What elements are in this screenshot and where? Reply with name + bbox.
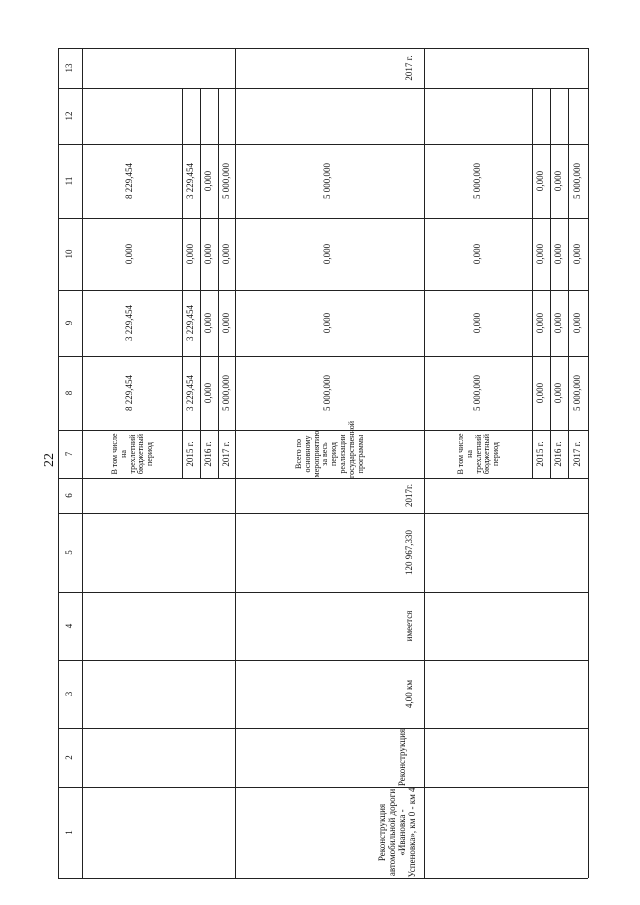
block1-year-col10: 0,000 [185,243,195,265]
block2-label: Всего по основному мероприятию за весь период реализации государственной программы [294,420,365,478]
block1-col8: 8 229,454 [124,375,134,411]
block3-year: 2015 г. [535,441,545,467]
block1-year-col11: 0,000 [203,170,213,192]
block3-year-col9: 0,000 [535,312,545,334]
road-length: 4,00 км [404,679,414,709]
block3-year-col9: 0,000 [572,312,582,334]
table-border-bottom [58,878,588,879]
block1-col11: 8 229,454 [124,163,134,199]
year-row-line [568,88,569,478]
block3-year-col11: 0,000 [553,170,563,192]
column-line [58,728,588,729]
block1-year: 2015 г. [185,441,195,467]
block3-col9: 0,000 [471,312,482,334]
column-line [58,592,588,593]
block1-year-col9: 3 229,454 [185,305,195,341]
completion-year: 2017г. [404,484,414,507]
block1-year-col8: 5 000,000 [220,375,231,411]
page-number: 22 [42,453,57,467]
block1-year-col11: 3 229,454 [185,163,195,199]
block-line [424,48,425,478]
block3-year: 2016 г. [553,441,563,467]
block1-year: 2017 г. [220,441,231,467]
block3-year-col10: 0,000 [535,243,545,265]
column-header-10: 10 [64,249,74,259]
block1-year-col11: 5 000,000 [220,163,231,199]
column-line [58,787,588,788]
block1-year-col9: 0,000 [220,312,231,334]
block3-year-col9: 0,000 [553,312,563,334]
block1-col10: 0,000 [124,243,134,265]
column-line [58,513,588,514]
column-header-11: 11 [64,176,74,186]
total-cost: 120 967,330 [404,530,414,575]
year-row-line [200,88,201,478]
block2-col9: 0,000 [321,312,332,334]
column-header-9: 9 [64,320,74,326]
block2-col13: 2017 г. [404,55,414,81]
header-row-line [82,48,83,878]
block3-year-col8: 0,000 [553,382,563,404]
block2-col8: 5 000,000 [321,375,332,411]
block1-year-col8: 0,000 [203,382,213,404]
block3-label: В том числе на трехлетний бюджетный период [455,433,500,475]
column-header-1: 1 [64,830,74,835]
column-header-7: 7 [64,451,74,457]
table-border-right [588,48,589,878]
year-row-line [182,88,183,478]
object-name: Реконструкция автомобильной дороги «Ивановка - Успеновка», км 0 - км 4 [376,787,417,878]
block3-col10: 0,000 [471,243,482,265]
table-border-top [58,48,588,49]
column-header-3: 3 [64,691,74,697]
psd-status: имеется [404,610,414,642]
block3-col11: 5 000,000 [471,163,482,199]
column-line [58,478,588,479]
work-type: Реконструкция [396,728,407,787]
year-row-line [532,88,533,478]
block1-year-col9: 0,000 [203,312,213,334]
column-header-8: 8 [64,390,74,396]
block2-col11: 5 000,000 [321,163,332,199]
block3-year-col11: 0,000 [535,170,545,192]
table-border-left [58,48,59,878]
block1-year-col8: 3 229,454 [185,375,195,411]
block1-year-col10: 0,000 [203,243,213,265]
column-header-2: 2 [64,755,74,760]
block3-year-col8: 0,000 [535,382,545,404]
year-row-line [550,88,551,478]
column-line [58,660,588,661]
column-header-4: 4 [64,623,74,629]
block-line [235,48,236,878]
column-header-12: 12 [64,111,74,121]
block1-col9: 3 229,454 [124,305,134,341]
block1-year-col10: 0,000 [220,243,231,265]
block1-label: В том числе на трехлетний бюджетный период [109,433,154,475]
block2-col10: 0,000 [321,243,332,265]
block3-col8: 5 000,000 [471,375,482,411]
column-header-5: 5 [64,550,74,555]
column-header-6: 6 [64,493,74,498]
block3-year-col8: 5 000,000 [572,375,582,411]
block3-year-col10: 0,000 [553,243,563,265]
column-header-13: 13 [64,63,74,73]
block1-year: 2016 г. [203,441,213,467]
block3-year-col10: 0,000 [572,243,582,265]
block3-year: 2017 г. [572,441,582,467]
block-line [424,478,425,878]
year-row-line [218,88,219,478]
block3-year-col11: 5 000,000 [572,163,582,199]
column-line [58,88,588,89]
